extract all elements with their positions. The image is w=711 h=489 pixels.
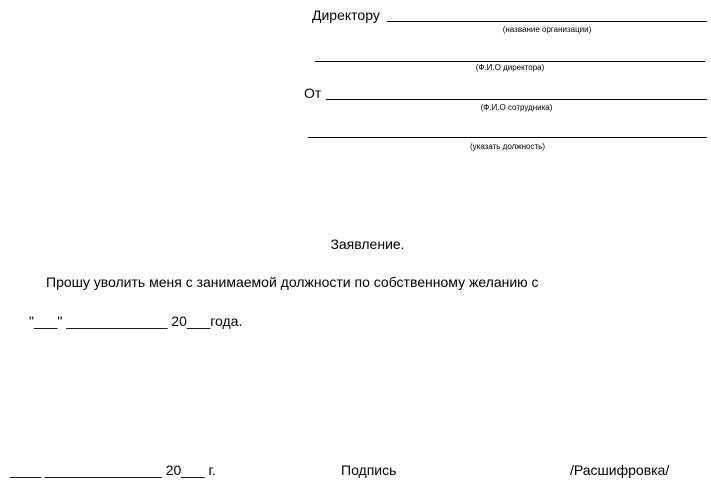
dismissal-date-line[interactable]: "___" _____________ 20___года. bbox=[29, 313, 243, 329]
organization-caption: (название организации) bbox=[502, 25, 592, 34]
position-field-line[interactable] bbox=[308, 124, 707, 138]
recipient-label: Директору bbox=[312, 7, 380, 23]
director-name-caption: (Ф.И.О директора) bbox=[475, 63, 545, 72]
position-caption: (указать должность) bbox=[469, 142, 546, 151]
employee-name-caption: (Ф.И.О сотрудника) bbox=[480, 103, 553, 112]
director-name-field-line[interactable] bbox=[315, 48, 705, 62]
request-text: Прошу уволить меня с занимаемой должности по собственному желанию с bbox=[46, 274, 539, 290]
signature-label: Подпись bbox=[341, 462, 397, 478]
employee-name-field-line[interactable] bbox=[326, 86, 707, 100]
sender-label: От bbox=[304, 85, 322, 101]
document-title: Заявление. bbox=[330, 236, 405, 252]
organization-field-line[interactable] bbox=[387, 7, 707, 22]
signing-date-line[interactable]: ____ _______________ 20___ г. bbox=[10, 462, 216, 478]
signature-decoding-label: /Расшифровка/ bbox=[570, 462, 670, 478]
